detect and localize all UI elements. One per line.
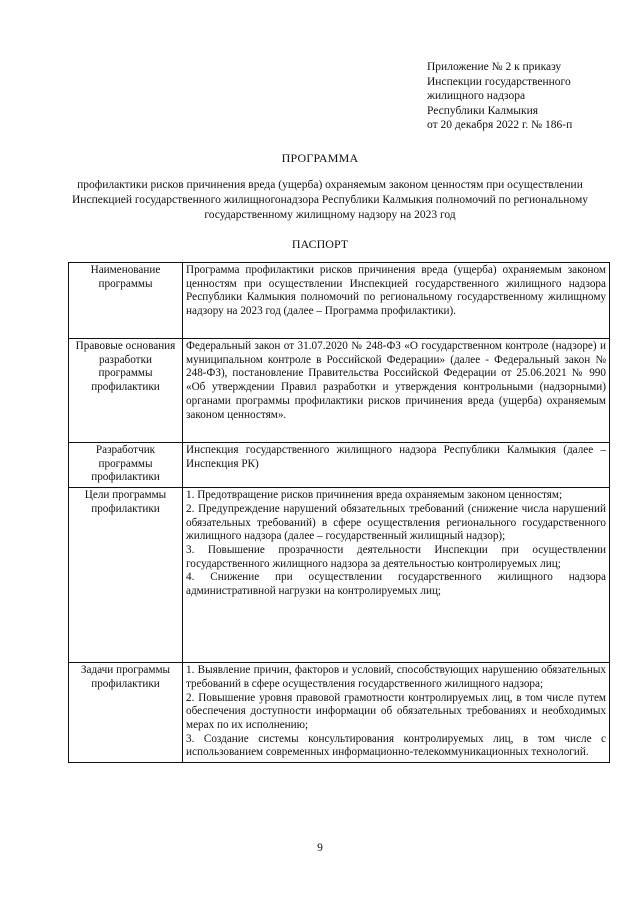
row-paragraph: 1. Выявление причин, факторов и условий, способствующих нарушению обязательных требований в сфере осуществления государственного жилищного надзора; [186,664,606,690]
row-paragraph: 3. Создание системы консультирования контролируемых лиц, в том числе с использованием современных информационно-телекоммуникационных технологий. [186,732,606,759]
row-paragraph: 2. Повышение уровня правовой грамотности контролируемых лиц, в том числе путем обеспечения доступности информации об обязательных требованиях и необходимых мерах по их исполнению; [186,691,606,731]
row-paragraph: 1. Предотвращение рисков причинения вреда охраняемым законом ценностям; [186,489,563,502]
table-row [69,488,610,663]
row-label: Разработчик программы профилактики [69,443,183,488]
row-paragraph: Федеральный закон от 31.07.2020 № 248-ФЗ «О государственном контроле (надзоре) и муниципальном контроле в Российской Федерации» (далее - Федеральный закон № 248-ФЗ), постановление Правительства Российской Федерации от 25.06.2021 № 990 «Об утверждении Правил разработки и утверждения контрольными (надзорными) органами программы профилактики рисков причинения вреда (ущерба) охраняемым законом ценностям». [186,340,606,421]
passport-heading: ПАСПОРТ [291,237,349,251]
table-row [69,263,610,339]
table-row [69,443,610,488]
appendix-line: от 20 декабря 2022 г. № 186-п [427,119,573,132]
table-row [69,663,610,763]
row-paragraph: 4. Снижение при осуществлении государственного жилищного надзора административной нагрузки на контролируемых лиц; [186,571,606,598]
appendix-line: Инспекции государственного [427,75,571,88]
page-number: 9 [317,842,323,854]
appendix-block [427,60,617,133]
row-label: Наименование программы [69,263,183,339]
appendix-line: Приложение № 2 к приказу [427,61,562,73]
appendix-line: Республики Калмыкия [427,104,539,117]
row-paragraph: Инспекция государственного жилищного надзора Республики Калмыкия (далее – Инспекция РК) [186,444,606,470]
row-value [183,339,610,443]
row-label: Цели программы профилактики [69,488,183,663]
row-paragraph: 3. Повышение прозрачности деятельности Инспекции при осуществлении государственного жилищного надзора за деятельностью контролируемых лиц; [186,543,606,570]
row-label: Правовые основания разработки программы профилактики [69,339,183,443]
document-title: ПРОГРАММА [281,151,359,165]
appendix-line: жилищного надзора [427,90,526,103]
table-row [69,339,610,443]
document-subtitle: профилактики рисков причинения вреда (ущерба) охраняемым законом ценностям при осуществлении Инспекцией государственного жилищногонадзора Республики Калмыкия полномочий по региональному государственному жилищному надзору на 2023 год [72,179,588,221]
row-paragraph: 2. Предупреждение нарушений обязательных требований (снижение числа нарушений обязательных требований) в сфере осуществления регионального государственного жилищного надзора (далее – государственный жилищный надзор); [186,502,606,543]
row-label: Задачи программы профилактики [69,663,183,763]
row-value [183,263,610,339]
row-paragraph: Программа профилактики рисков причинения вреда (ущерба) охраняемым законом ценностям при осуществлении Инспекцией государственного жилищного надзора Республики Калмыкия полномочий по региональному государственному жилищному надзору на 2023 год (далее – Программа профилактики). [186,264,606,318]
row-value [183,443,610,488]
passport-table [68,262,610,763]
row-value [183,663,610,763]
row-value [183,488,610,663]
